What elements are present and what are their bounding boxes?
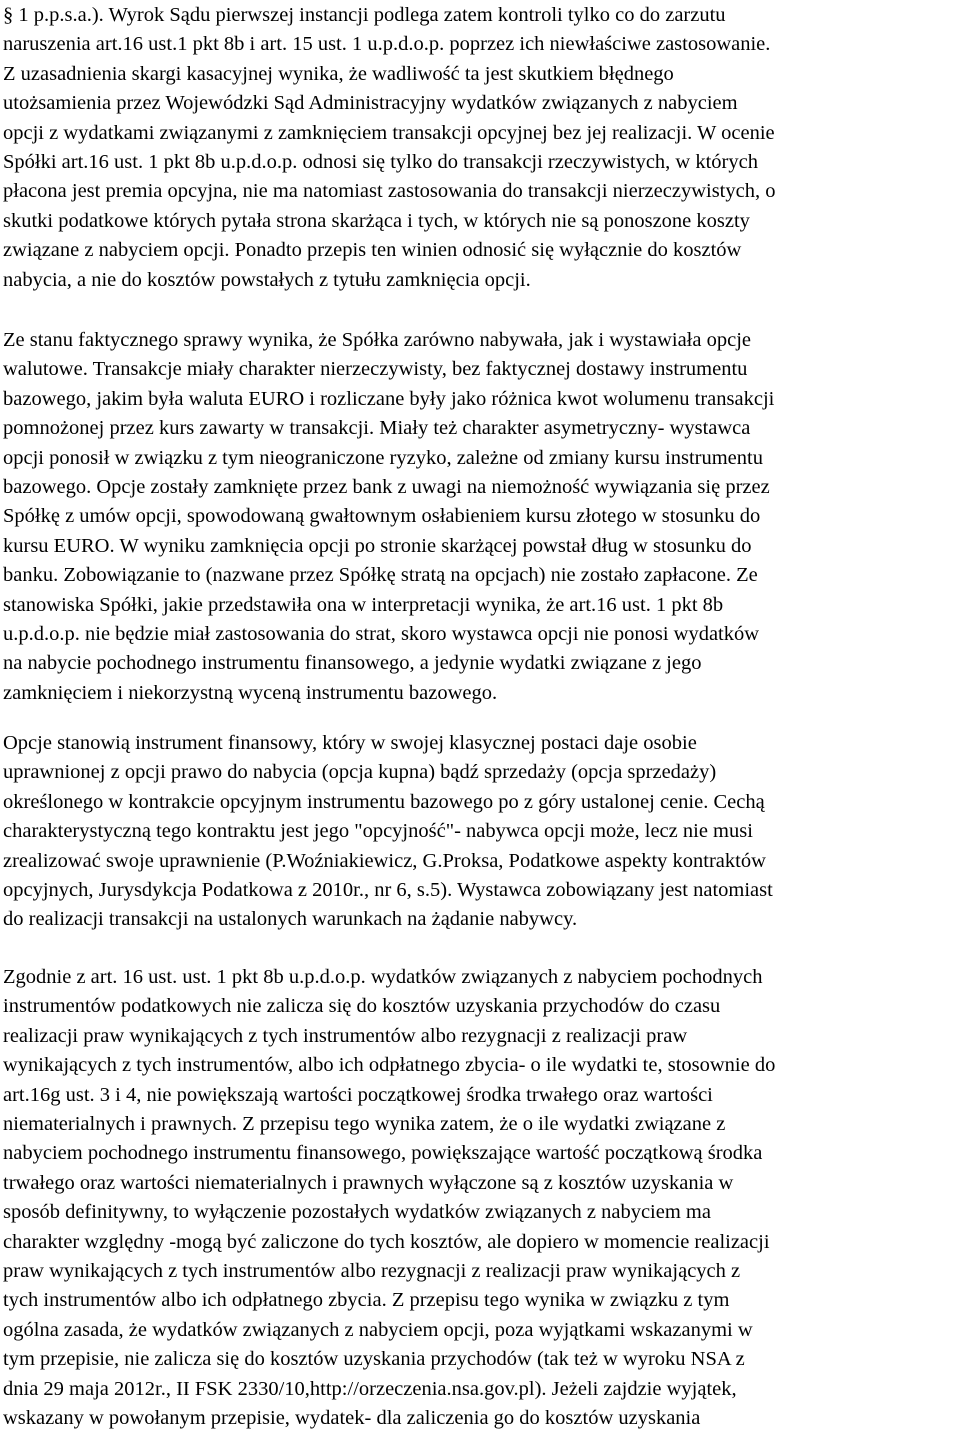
text-line: na nabycie pochodnego instrumentu finansowego, a jedynie wydatki związane z jego <box>3 652 702 675</box>
text-line: Spółkę z umów opcji, spowodowaną gwałtownym osłabieniem kursu złotego w stosunku do <box>3 505 761 528</box>
text-line: stanowiska Spółki, jakie przedstawiła ona w interpretacji wynika, że art.16 ust. 1 pkt 8b <box>3 593 724 616</box>
paragraph-opcje-definicja <box>3 729 773 935</box>
text-line: opcji z wydatkami związanymi z zamknięciem transakcji opcyjnej bez jej realizacji. W ocenie <box>3 121 775 144</box>
text-line: pomnożonej przez kurs zawarty w transakcji. Miały też charakter asymetryczny- wystawca <box>3 417 751 440</box>
text-line: praw wynikających z tych instrumentów albo rezygnacji z realizacji praw wynikających z <box>3 1260 741 1283</box>
text-line: charakter względny -mogą być zaliczone do tych kosztów, ale dopiero w momencie realizacji <box>3 1230 770 1253</box>
text-line: płacona jest premia opcyjna, nie ma natomiast zastosowania do transakcji nierzeczywistych, o <box>3 180 776 203</box>
text-line: naruszenia art.16 ust.1 pkt 8b i art. 15 ust. 1 u.p.d.o.p. poprzez ich niewłaściwe zastosowanie. <box>3 33 771 56</box>
text-line: wynikających z tych instrumentów, albo ich odpłatnego zbycia- o ile wydatki te, stosownie do <box>3 1054 776 1077</box>
text-line: Z uzasadnienia skargi kasacyjnej wynika, że wadliwość ta jest skutkiem błędnego <box>3 62 674 85</box>
text-line: opcji ponosił w związku z tym nieograniczone ryzyko, zależne od zmiany kursu instrumentu <box>3 446 763 469</box>
text-line: opcyjnych, Jurysdykcja Podatkowa z 2010r., nr 6, s.5). Wystawca zobowiązany jest natomiast <box>3 879 773 902</box>
text-line: nabyciem pochodnego instrumentu finansowego, powiększające wartość początkową środka <box>3 1142 763 1165</box>
text-line: określonego w kontrakcie opcyjnym instrumentu bazowego po z góry ustalonej cenie. Cechą <box>3 790 765 813</box>
text-line: art.16g ust. 3 i 4, nie powiększają wartości początkowej środka trwałego oraz wartości <box>3 1083 713 1106</box>
text-line: banku. Zobowiązanie to (nazwane przez Spółkę stratą na opcjach) nie zostało zapłacone. Ze <box>3 564 758 587</box>
text-line: Zgodnie z art. 16 ust. ust. 1 pkt 8b u.p.d.o.p. wydatków związanych z nabyciem pochodnych <box>3 966 763 988</box>
text-line: trwałego oraz wartości niematerialnych i prawnych wyłączone są z kosztów uzyskania w <box>3 1171 734 1194</box>
text-line: u.p.d.o.p. nie będzie miał zastosowania do strat, skoro wystawca opcji nie ponosi wydatków <box>3 623 760 646</box>
text-line: dnia 29 maja 2012r., II FSK 2330/10,http://orzeczenia.nsa.gov.pl). Jeżeli zajdzie wyjątek, <box>3 1377 737 1400</box>
text-line: niematerialnych i prawnych. Z przepisu tego wynika zatem, że o ile wydatki związane z <box>3 1113 726 1136</box>
text-line: bazowego. Opcje zostały zamknięte przez bank z uwagi na niemożność wywiązania się przez <box>3 476 770 499</box>
paragraph-art-16 <box>3 963 775 1432</box>
text-line: § 1 p.p.s.a.). Wyrok Sądu pierwszej instancji podlega zatem kontroli tylko co do zarzutu <box>3 4 726 26</box>
paragraph-stan-faktyczny <box>3 326 774 708</box>
text-line: charakterystyczną tego kontraktu jest jego "opcyjność"- nabywca opcji może, lecz nie musi <box>3 820 753 843</box>
text-line: sposób definitywny, to wyłączenie pozostałych wydatków związanych z nabyciem ma <box>3 1201 711 1224</box>
text-line: Spółki art.16 ust. 1 pkt 8b u.p.d.o.p. odnosi się tylko do transakcji rzeczywistych, w których <box>3 151 758 174</box>
text-line: tym przepisie, nie zalicza się do kosztów uzyskania przychodów (tak też w wyroku NSA z <box>3 1348 745 1371</box>
text-line: nabycia, a nie do kosztów powstałych z tytułu zamknięcia opcji. <box>3 268 531 291</box>
text-line: Opcje stanowią instrument finansowy, który w swojej klasycznej postaci daje osobie <box>3 732 697 754</box>
text-line: utożsamienia przez Wojewódzki Sąd Administracyjny wydatków związanych z nabyciem <box>3 92 738 115</box>
paragraph-kasacja <box>3 1 775 295</box>
text-line: związane z nabyciem opcji. Ponadto przepis ten winien odnosić się wyłącznie do kosztów <box>3 239 742 262</box>
text-line: instrumentów podatkowych nie zalicza się do kosztów uzyskania przychodów do czasu <box>3 995 721 1018</box>
text-line: Ze stanu faktycznego sprawy wynika, że Spółka zarówno nabywała, jak i wystawiała opcje <box>3 329 751 351</box>
text-line: ogólna zasada, że wydatków związanych z nabyciem opcji, poza wyjątkami wskazanymi w <box>3 1318 753 1341</box>
text-line: bazowego, jakim była waluta EURO i rozliczane były jako różnica kwot wolumenu transakcji <box>3 387 775 410</box>
text-line: realizacji praw wynikających z tych instrumentów albo rezygnacji z realizacji praw <box>3 1024 688 1047</box>
text-line: zrealizować swoje uprawnienie (P.Woźniakiewicz, G.Proksa, Podatkowe aspekty kontraktów <box>3 849 766 872</box>
text-line: zamknięciem i niekorzystną wyceną instrumentu bazowego. <box>3 681 498 704</box>
text-line: wskazany w powołanym przepisie, wydatek- dla zaliczenia go do kosztów uzyskania <box>3 1407 701 1430</box>
text-line: skutki podatkowe których pytała strona skarżąca i tych, w których nie są ponoszone koszty <box>3 209 750 232</box>
text-line: kursu EURO. W wyniku zamknięcia opcji po stronie skarżącej powstał dług w stosunku do <box>3 534 752 557</box>
text-line: uprawnionej z opcji prawo do nabycia (opcja kupna) bądź sprzedaży (opcja sprzedaży) <box>3 761 717 784</box>
text-line: tych instrumentów albo ich odpłatnego zbycia. Z przepisu tego wynika w związku z tym <box>3 1289 730 1312</box>
text-line: walutowe. Transakcje miały charakter nierzeczywisty, bez faktycznej dostawy instrumentu <box>3 358 748 381</box>
text-line: do realizacji transakcji na ustalonych warunkach na żądanie nabywcy. <box>3 908 578 931</box>
